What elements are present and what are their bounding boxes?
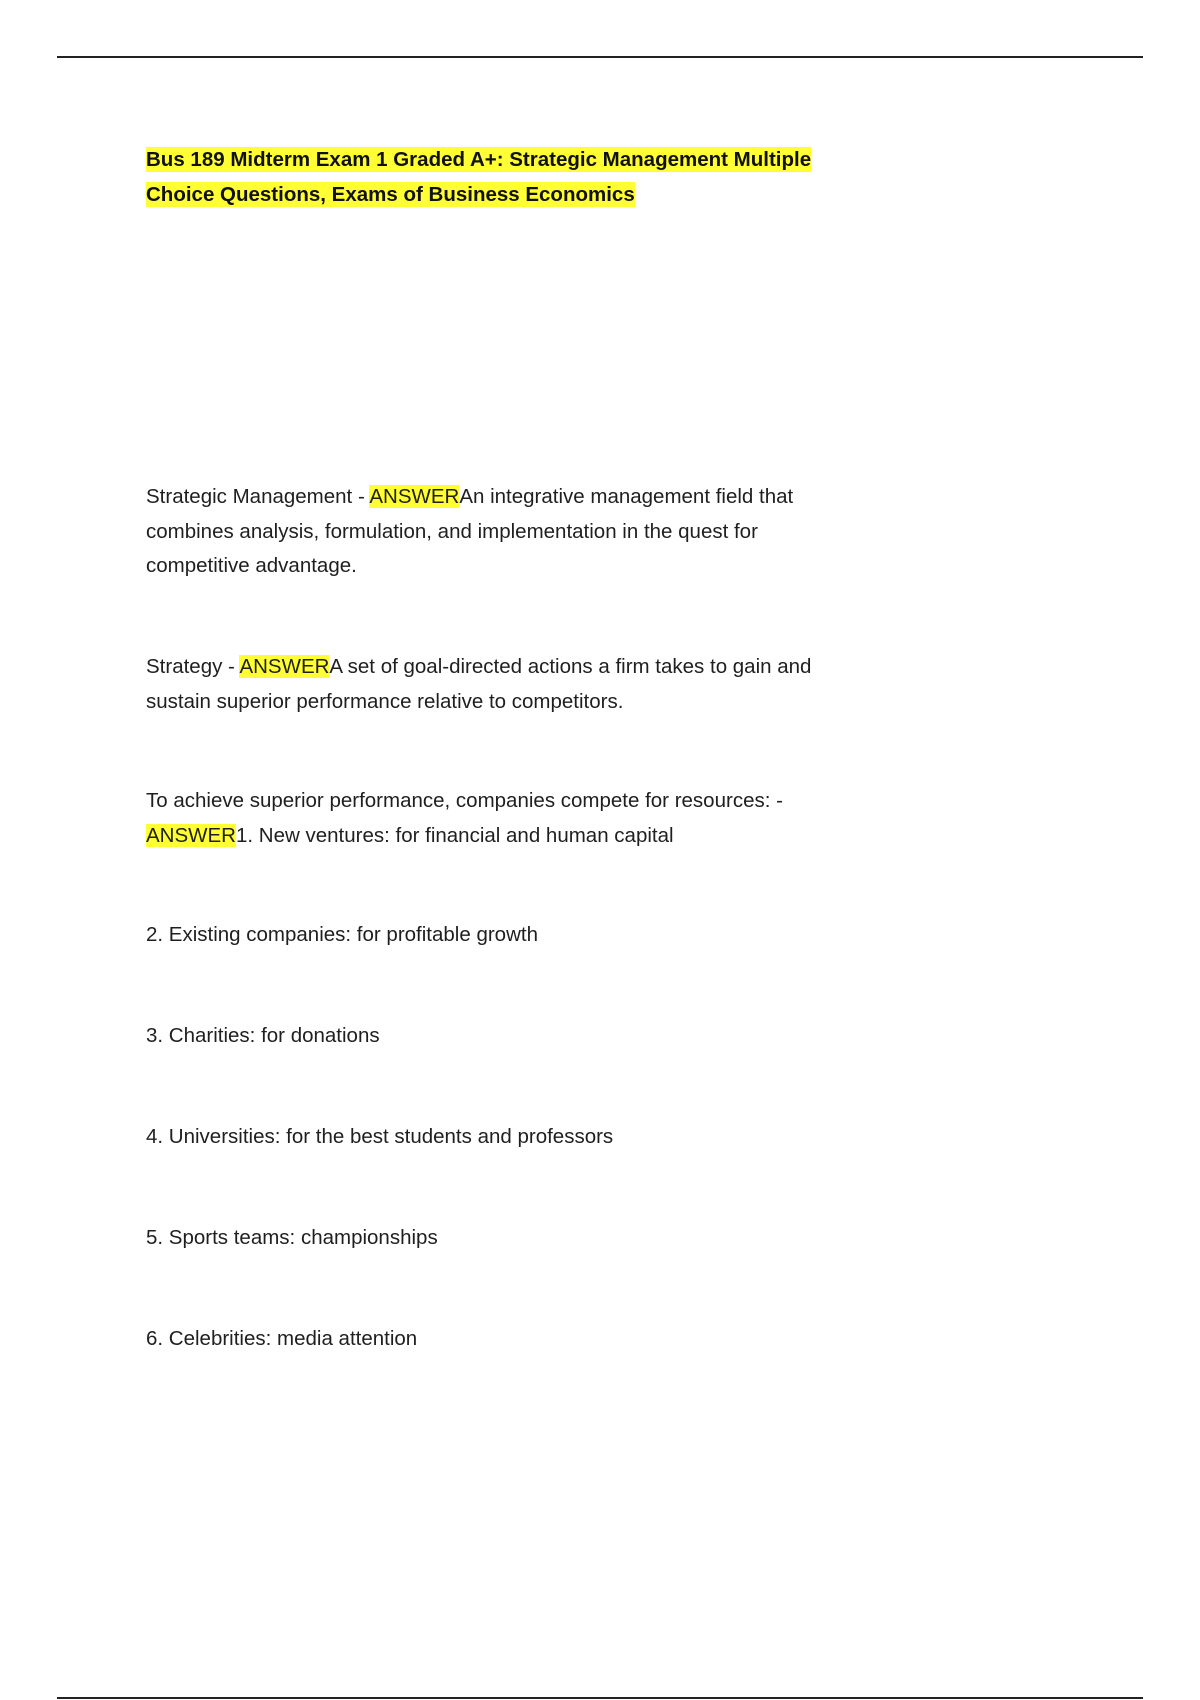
qa-entry (146, 784, 866, 853)
entry-answer: 1. New ventures: for financial and human capital (235, 823, 674, 847)
entry-term: Strategy - (146, 655, 240, 678)
document-title (146, 142, 866, 212)
qa-entry (146, 650, 866, 719)
entry-term: Strategic Management - (146, 485, 370, 508)
entry-answer: An integrative management field that combines analysis, formulation, and implementation in the quest for competitive advantage. (146, 485, 794, 577)
header-rule (57, 56, 1143, 58)
title-highlight: Bus 189 Midterm Exam 1 Graded A+: Strategic Management Multiple Choice Questions, Exams of Business Economics (146, 148, 812, 206)
list-item: 2. Existing companies: for profitable growth (146, 923, 538, 946)
qa-entry (146, 480, 866, 584)
answer-label: ANSWER (369, 485, 460, 508)
answer-label: ANSWER (146, 823, 236, 847)
document-body (146, 142, 866, 1350)
footer-rule (57, 1697, 1143, 1699)
list-item: 6. Celebrities: media attention (146, 1327, 418, 1350)
entry-answer: A set of goal-directed actions a firm takes to gain and sustain superior performance relative to competitors. (146, 655, 812, 713)
answer-label: ANSWER (239, 655, 330, 678)
entry-term: To achieve superior performance, companies compete for resources: - (146, 789, 783, 812)
list-item: 3. Charities: for donations (146, 1024, 380, 1047)
list-item: 5. Sports teams: championships (146, 1226, 438, 1249)
list-item: 4. Universities: for the best students and professors (146, 1125, 614, 1148)
